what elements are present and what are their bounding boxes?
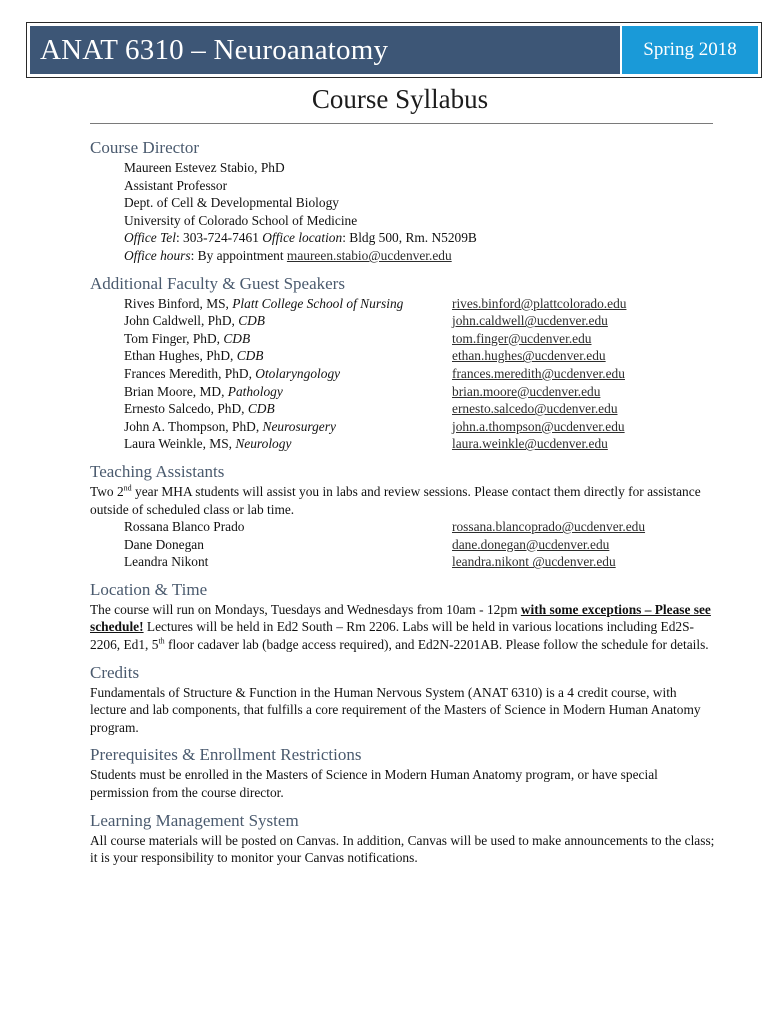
faculty-email-link[interactable]: ethan.hughes@ucdenver.edu [452,348,606,364]
faculty-email-link[interactable]: john.caldwell@ucdenver.edu [452,313,608,329]
teaching-assistants-section [90,461,716,571]
prerequisites-text: Students must be enrolled in the Masters of Science in Modern Human Anatomy program, or have special permission from the course director. [90,767,658,801]
faculty-person [124,435,452,453]
faculty-email-link[interactable]: ernesto.salcedo@ucdenver.edu [452,401,618,417]
course-director-section [90,137,716,265]
office-tel-label: Office Tel [124,230,176,246]
faculty-affiliation: CDB [223,330,251,346]
credits-text: Fundamentals of Structure & Function in the Human Nervous System (ANAT 6310) is a 4 credit course, with lecture and lab components, that fulfills a core requirement of the Masters of Science in Modern Human Anatomy program. [90,684,701,735]
faculty-name: John A. Thompson, PhD, [124,418,263,434]
ta-name: Rossana Blanco Prado [124,519,245,535]
faculty-row [124,435,716,453]
term-label: Spring 2018 [622,26,758,74]
faculty-name: Laura Weinkle, MS, [124,436,236,452]
faculty-person [124,312,452,330]
faculty-affiliation: CDB [236,348,264,364]
director-hours-line [124,247,716,265]
prerequisites-section [90,744,716,801]
faculty-name: Frances Meredith, PhD, [124,365,256,381]
faculty-row [124,347,716,365]
location-superscript: th [158,636,165,646]
schedule-exception-note: with some exceptions – Please see schedule! [90,601,711,635]
ta-email-link[interactable]: dane.donegan@ucdenver.edu [452,536,610,552]
office-hours-value: : By appointment [190,247,287,263]
director-details [90,159,716,265]
faculty-person [124,383,452,401]
lms-heading: Learning Management System [90,810,299,830]
faculty-person [124,347,452,365]
course-banner [26,22,762,78]
ta-row [124,518,716,536]
syllabus-body [90,137,716,867]
faculty-name: Ernesto Salcedo, PhD, [124,401,248,417]
prerequisites-heading: Prerequisites & Enrollment Restrictions [90,745,362,765]
office-tel-value: : 303-724-7461 [175,230,263,246]
faculty-email-link[interactable]: frances.meredith@ucdenver.edu [452,365,625,381]
credits-heading: Credits [90,662,140,682]
director-office-line [124,229,716,247]
faculty-list [90,295,716,453]
lms-section [90,810,716,867]
faculty-person [124,400,452,418]
ta-intro-text-end: year MHA students will assist you in labs and review sessions. Please contact them directly for assistance outside of scheduled class or lab time. [90,483,701,517]
faculty-affiliation: Platt College School of Nursing [232,295,404,311]
credits-section [90,662,716,737]
lms-text: All course materials will be posted on Canvas. In addition, Canvas will be used to make announcements to the class; it is your responsibility to monitor your Canvas notifications. [90,832,715,866]
faculty-person [124,295,452,313]
faculty-email-link[interactable]: laura.weinkle@ucdenver.edu [452,436,608,452]
faculty-email-link[interactable]: tom.finger@ucdenver.edu [452,330,592,346]
faculty-row [124,418,716,436]
title-divider [90,123,713,124]
faculty-name: Brian Moore, MD, [124,383,228,399]
director-school: University of Colorado School of Medicine [124,212,358,228]
ta-intro-text-start: Two 2 [90,483,124,499]
faculty-person [124,365,452,383]
location-time-heading: Location & Time [90,579,208,599]
faculty-heading: Additional Faculty & Guest Speakers [90,273,345,293]
director-email-link[interactable]: maureen.stabio@ucdenver.edu [286,247,452,263]
ta-list [90,518,716,571]
faculty-row [124,383,716,401]
office-location-value: : Bldg 500, Rm. N5209B [342,230,477,246]
teaching-assistants-heading: Teaching Assistants [90,461,225,481]
faculty-row [124,330,716,348]
director-name: Maureen Estevez Stabio, PhD [124,160,285,175]
faculty-person [124,418,452,436]
faculty-email-link[interactable]: rives.binford@plattcolorado.edu [452,295,627,311]
faculty-row [124,312,716,330]
ta-name: Dane Donegan [124,536,204,552]
ta-row [124,553,716,571]
ta-name: Leandra Nikont [124,554,209,570]
ta-email-link[interactable]: leandra.nikont @ucdenver.edu [452,554,616,570]
faculty-affiliation: Otolaryngology [255,365,341,381]
office-location-label: Office location [262,230,343,246]
course-title: ANAT 6310 – Neuroanatomy [30,26,620,74]
director-department: Dept. of Cell & Developmental Biology [124,195,339,211]
ta-row [124,536,716,554]
ta-intro-superscript: nd [123,483,132,493]
faculty-affiliation: Pathology [227,383,283,399]
ta-intro [90,483,716,518]
location-time-section [90,579,716,654]
faculty-row [124,400,716,418]
banner-inner [30,26,758,74]
location-text [90,601,716,654]
office-hours-label: Office hours [124,247,191,263]
ta-email-link[interactable]: rossana.blancoprado@ucdenver.edu [452,519,646,535]
faculty-affiliation: Neurology [235,436,292,452]
location-text-start: The course will run on Mondays, Tuesdays and Wednesdays from 10am - 12pm [90,601,521,617]
faculty-row [124,365,716,383]
course-director-heading: Course Director [90,138,200,157]
page-title: Course Syllabus [311,84,489,114]
faculty-person [124,330,452,348]
faculty-email-link[interactable]: brian.moore@ucdenver.edu [452,383,601,399]
faculty-affiliation: CDB [247,401,275,417]
faculty-name: Ethan Hughes, PhD, [124,348,237,364]
faculty-name: Rives Binford, MS, [124,295,233,311]
faculty-affiliation: Neurosurgery [262,418,336,434]
location-text-middle: Lectures will be held in Ed2 South – Rm 2206. Labs will be held in various locations including Ed2S-2206, Ed1, 5 [90,619,695,653]
director-position: Assistant Professor [124,177,228,193]
faculty-affiliation: CDB [238,313,265,329]
location-text-end: floor cadaver lab (badge access required), and Ed2N-2201AB. Please follow the schedule for details. [164,637,709,653]
faculty-name: Tom Finger, PhD, [124,330,224,346]
faculty-email-link[interactable]: john.a.thompson@ucdenver.edu [452,418,625,434]
faculty-name: John Caldwell, PhD, [124,313,239,329]
faculty-section [90,273,716,453]
faculty-row [124,295,716,313]
